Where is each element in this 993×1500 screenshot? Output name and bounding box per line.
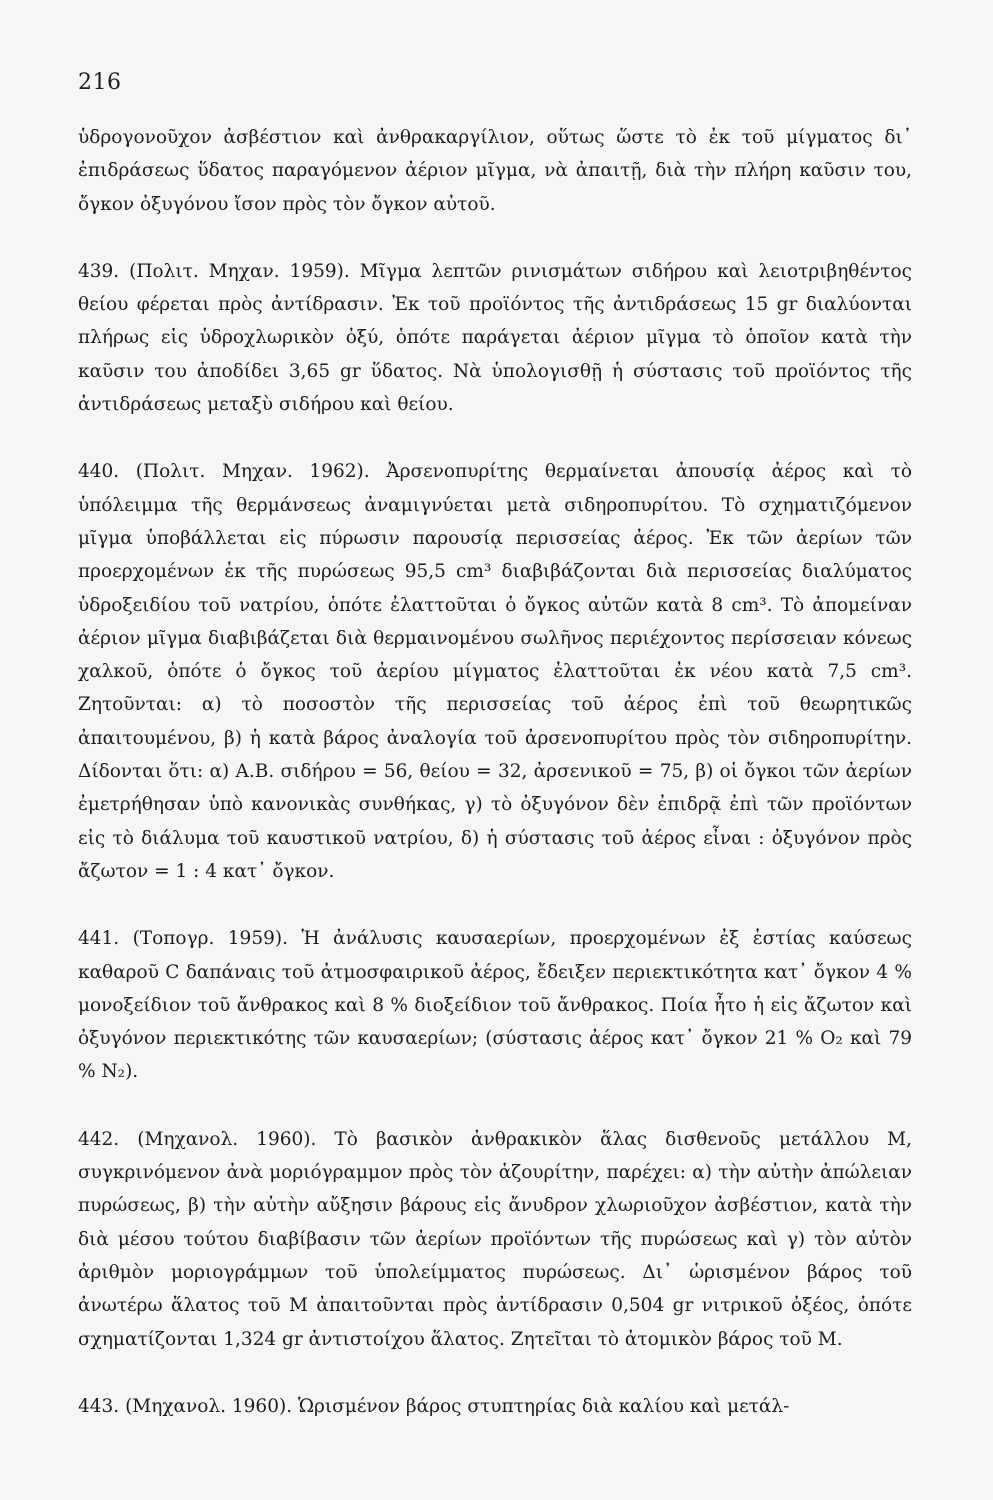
problem-441: 441. (Τοπογρ. 1959). Ἡ ἀνάλυσις καυσαερίων, προερχομένων ἐξ ἑστίας καύσεως καθαροῦ C δαπάναις τοῦ ἀτμοσφαιρικοῦ ἀέρος, ἔδειξεν περιεκτικότητα κατ᾽ ὄγκον 4 % μονοξείδιον τοῦ ἄνθρακος καὶ 8 % διοξείδιον τοῦ ἄνθρακος. Ποία ἦτο ἡ εἰς ἄζωτον καὶ ὀξυγόνον περιεκτικότης τῶν καυσαερίων; (σύστασις ἀέρος κατ᾽ ὄγκον 21 % O₂ καὶ 79 % N₂).	[78, 928, 912, 1083]
page-body	[78, 121, 912, 1457]
problem-440: 440. (Πολιτ. Μηχαν. 1962). Ἀρσενοπυρίτης θερμαίνεται ἀπουσίᾳ ἀέρος καὶ τὸ ὑπόλειμμα τῆς θερμάνσεως ἀναμιγνύεται μετὰ σιδηροπυρίτου. Τὸ σχηματιζόμενον μῖγμα ὑποβάλλεται εἰς πύρωσιν παρουσίᾳ περισσείας ἀέρος. Ἐκ τῶν ἀερίων τῶν προερχομένων ἐκ τῆς πυρώσεως 95,5 cm³ διαβιβάζονται διὰ περισσείας διαλύματος ὑδροξειδίου τοῦ νατρίου, ὁπότε ἐλαττοῦται ὁ ὄγκος αὐτῶν κατὰ 8 cm³. Τὸ ἀπομείναν ἀέριον μῖγμα διαβιβάζεται διὰ θερμαινομένου σωλῆνος περιέχοντος περίσσειαν κόνεως χαλκοῦ, ὁπότε ὁ ὄγκος τοῦ ἀερίου μίγματος ἐλαττοῦται ἐκ νέου κατὰ 7,5 cm³. Ζητοῦνται: α) τὸ ποσοστὸν τῆς περισσείας τοῦ ἀέρος ἐπὶ τοῦ θεωρητικῶς ἀπαιτουμένου, β) ἡ κατὰ βάρος ἀναλογία τοῦ ἀρσενοπυρίτου πρὸς τὸν σιδηροπυρίτην. Δίδονται ὅτι: α) Α.Β. σιδήρου = 56, θείου = 32, ἀρσενικοῦ = 75, β) οἱ ὄγκοι τῶν ἀερίων ἐμετρήθησαν ὑπὸ κανονικὰς συνθήκας, γ) τὸ ὀξυγόνον δὲν ἐπιδρᾷ ἐπὶ τῶν προϊόντων εἰς τὸ διάλυμα τοῦ καυστικοῦ νατρίου, δ) ἡ σύστασις τοῦ ἀέρος εἶναι : ὀξυγόνον πρὸς ἄζωτον = 1 : 4 κατ᾽ ὄγκον.	[78, 461, 912, 882]
paragraph-continuation: ὑδρογονοῦχον ἀσβέστιον καὶ ἀνθρακαργίλιον, οὕτως ὥστε τὸ ἐκ τοῦ μίγματος δι᾽ ἐπιδράσεως ὕδατος παραγόμενον ἀέριον μῖγμα, νὰ ἀπαιτῇ, διὰ τὴν πλήρη καῦσιν του, ὄγκον ὀξυγόνου ἴσον πρὸς τὸν ὄγκον αὐτοῦ.	[78, 127, 912, 215]
page-number: 216	[78, 70, 122, 95]
problem-439: 439. (Πολιτ. Μηχαν. 1959). Μῖγμα λεπτῶν ρινισμάτων σιδήρου καὶ λειοτριβηθέντος θείου φέρεται πρὸς ἀντίδρασιν. Ἐκ τοῦ προϊόντος τῆς ἀντιδράσεως 15 gr διαλύονται πλήρως εἰς ὑδροχλωρικὸν ὀξύ, ὁπότε παράγεται ἀέριον μῖγμα τὸ ὁποῖον κατὰ τὴν καῦσιν του ἀποδίδει 3,65 gr ὕδατος. Νὰ ὑπολογισθῇ ἡ σύστασις τοῦ προϊόντος τῆς ἀντιδράσεως μεταξὺ σιδήρου καὶ θείου.	[78, 260, 912, 416]
problem-443: 443. (Μηχανολ. 1960). Ὡρισμένον βάρος στυπτηρίας διὰ καλίου καὶ μετάλ-	[78, 1395, 790, 1417]
problem-442: 442. (Μηχανολ. 1960). Τὸ βασικὸν ἀνθρακικὸν ἅλας δισθενοῦς μετάλλου Μ, συγκρινόμενον ἀνὰ μοριόγραμμον πρὸς τὸν ἀζουρίτην, παρέχει: α) τὴν αὐτὴν ἀπώλειαν πυρώσεως, β) τὴν αὐτὴν αὔξησιν βάρους εἰς ἄνυδρον χλωριοῦχον ἀσβέστιον, κατὰ τὴν διὰ μέσου τούτου διαβίβασιν τῶν ἀερίων προϊόντων τῆς πυρώσεως καὶ γ) τὸν αὐτὸν ἀριθμὸν μοριογράμμων τοῦ ὑπολείμματος πυρώσεως. Δι᾽ ὡρισμένον βάρος τοῦ ἀνωτέρω ἅλατος τοῦ Μ ἀπαιτοῦνται πρὸς ἀντίδρασιν 0,504 gr νιτρικοῦ ὀξέος, ὁπότε σχηματίζονται 1,324 gr ἀντιστοίχου ἅλατος. Ζητεῖται τὸ ἀτομικὸν βάρος τοῦ Μ.	[78, 1128, 912, 1350]
